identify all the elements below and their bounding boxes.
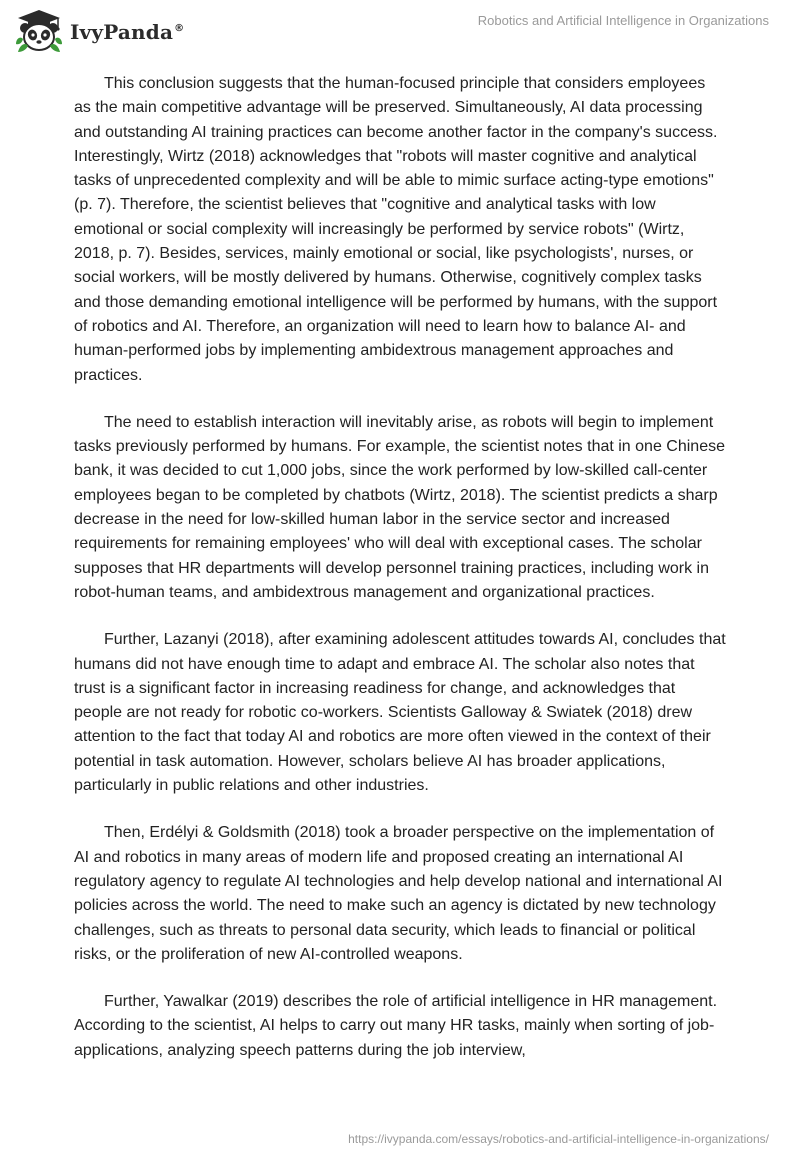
panda-graduate-logo-icon <box>14 8 64 54</box>
body-paragraph: Further, Yawalkar (2019) describes the role of artificial intelligence in HR management. According to the scientist, AI helps to carry out many HR tasks, mainly when sorting of job-applications, analyzing speech patterns during the job interview, <box>74 993 718 1059</box>
body-paragraph: This conclusion suggests that the human-focused principle that considers employees as the main competitive advantage will be preserved. Simultaneously, AI data processing and outstanding AI training practices can become another factor in the company's success. Interestingly, Wirtz (2018) acknowledges that "robots will master cognitive and analytical tasks of unprecedented complexity and will be able to mimic surface acting-type emotions" (p. 7). Therefore, the scientist believes that "cognitive and analytical tasks with low emotional or social complexity will increasingly be performed by service robots" (Wirtz, 2018, p. 7). Besides, services, mainly emotional or social, like psychologists', nurses, or social workers, will be mostly delivered by humans. Otherwise, cognitively complex tasks and those demanding emotional intelligence will be performed by humans, with the support of robotics and AI. Therefore, an organization will need to learn how to balance AI- and human-performed jobs by implementing ambidextrous management approaches and practices. <box>74 75 718 384</box>
source-url[interactable]: https://ivypanda.com/essays/robotics-and-artificial-intelligence-in-organizations/ <box>348 1132 769 1146</box>
page-header <box>0 0 800 56</box>
document-title: Robotics and Artificial Intelligence in Organizations <box>477 13 769 28</box>
body-paragraph: The need to establish interaction will inevitably arise, as robots will begin to implement tasks previously performed by humans. For example, the scientist notes that in one Chinese bank, it was decided to cut 1,000 jobs, since the work performed by low-skilled call-center employees began to be completed by chatbots (Wirtz, 2018). The scientist predicts a sharp decrease in the need for low-skilled human labor in the service sector and increased requirements for remaining employees' who will deal with exceptional cases. The scholar supposes that HR departments will develop personnel training practices, including work in robot-human teams, and ambidextrous management and organizational practices. <box>74 413 725 601</box>
brand-name-text: IvyPanda <box>70 20 174 44</box>
essay-body <box>74 72 726 1086</box>
brand-name <box>70 20 184 44</box>
body-paragraph: Further, Lazanyi (2018), after examining adolescent attitudes towards AI, concludes that humans did not have enough time to adapt and embrace AI. The scholar also notes that trust is a significant factor in increasing readiness for change, and acknowledges that people are not ready for robotic co-workers. Scientists Galloway & Swiatek (2018) drew attention to the fact that today AI and robotics are more often viewed in the context of their potential in task automation. However, scholars believe AI has broader applications, particularly in public relations and other industries. <box>74 631 726 795</box>
registered-mark: ® <box>174 23 185 35</box>
ivypanda-logo[interactable] <box>14 8 184 54</box>
body-paragraph: Then, Erdélyi & Goldsmith (2018) took a broader perspective on the implementation of AI and robotics in many areas of modern life and proposed creating an international AI regulatory agency to regulate AI technologies and help develop national and international AI policies across the world. The need to make such an agency is dictated by new technology challenges, such as threats to personal data security, which leads to financial or political risks, or the proliferation of new AI-controlled weapons. <box>74 824 723 963</box>
